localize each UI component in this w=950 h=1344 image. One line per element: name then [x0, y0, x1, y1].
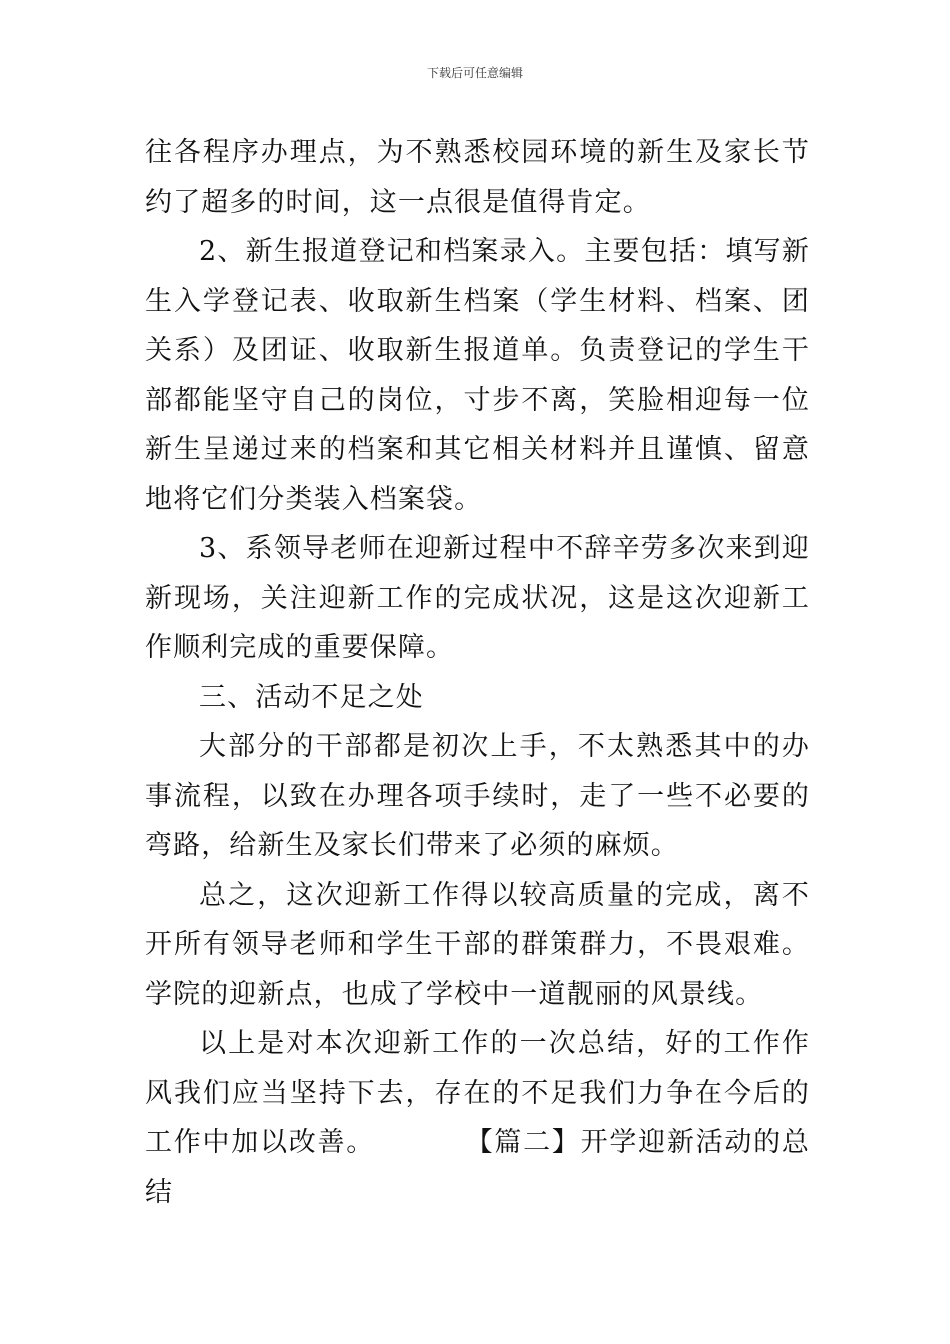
paragraph-item-2: 2、新生报道登记和档案录入。主要包括：填写新生入学登记表、收取新生档案（学生材料、档案、团关系）及团证、收取新生报道单。负责登记的学生干部都能坚守自己的岗位，寸步不离，笑脸相迎每一位新生呈递过来的档案和其它相关材料并且谨慎、留意地将它们分类装入档案袋。 [145, 236, 810, 515]
section-heading-shortcomings: 三、活动不足之处 [199, 681, 424, 713]
document-body [145, 128, 810, 1217]
paragraph-conclusion: 总之，这次迎新工作得以较高质量的完成，离不开所有领导老师和学生干部的群策群力，不畏艰难。学院的迎新点，也成了学校中一道靓丽的风景线。 [145, 879, 810, 1010]
next-article-title: 【篇二】开学迎新活动的总结 [145, 1127, 810, 1208]
page-header-note: 下载后可任意编辑 [426, 66, 523, 80]
paragraph-continuation: 往各程序办理点，为不熟悉校园环境的新生及家长节约了超多的时间，这一点很是值得肯定。 [145, 137, 810, 218]
paragraph-item-3: 3、系领导老师在迎新过程中不辞辛劳多次来到迎新现场，关注迎新工作的完成状况，这是这次迎新工作顺利完成的重要保障。 [145, 533, 810, 663]
paragraph-shortcomings: 大部分的干部都是初次上手，不太熟悉其中的办事流程，以致在办理各项手续时，走了一些不必要的弯路，给新生及家长们带来了必须的麻烦。 [145, 731, 810, 861]
paragraph-summary [145, 1019, 810, 1217]
summary-text: 以上是对本次迎新工作的一次总结，好的工作作风我们应当坚持下去，存在的不足我们力争在今后的工作中加以改善。 [145, 1028, 810, 1158]
